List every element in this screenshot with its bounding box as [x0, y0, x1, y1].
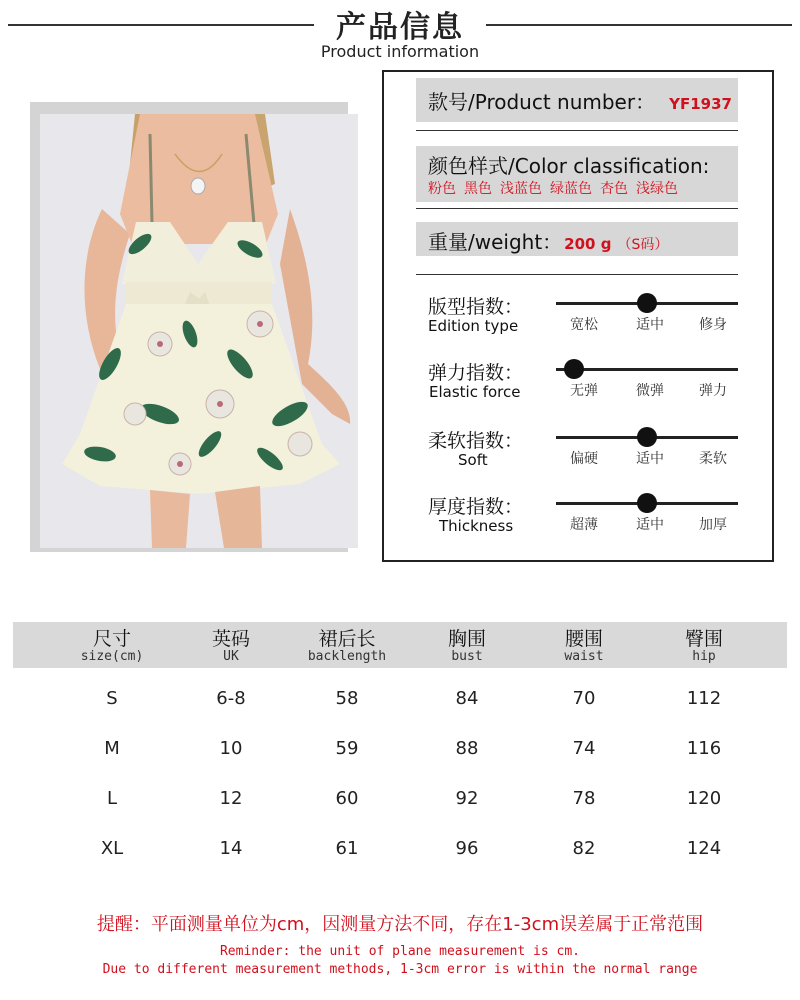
header-subtitle: Product information	[320, 42, 480, 61]
divider	[416, 130, 738, 131]
index-subtitle: Elastic force	[429, 383, 521, 401]
index-option: 适中	[636, 451, 664, 467]
column-header-cn: 腰围	[564, 628, 603, 650]
size-table-column-header	[282, 624, 412, 665]
size-table-column-header	[402, 624, 532, 665]
index-option: 宽松	[570, 317, 598, 333]
size-table-cell: 78	[572, 788, 596, 809]
column-header-en: waist	[564, 649, 604, 664]
size-table-cell: 6-8	[216, 688, 246, 709]
color-option: 绿蓝色	[550, 181, 592, 197]
size-table-cell: 88	[455, 738, 479, 759]
index-option: 超薄	[570, 517, 598, 533]
index-option: 修身	[699, 317, 727, 333]
size-table-cell: 112	[686, 688, 722, 709]
index-option: 偏硬	[570, 451, 598, 467]
color-option: 杏色	[600, 181, 628, 197]
column-header-cn: 尺寸	[92, 628, 131, 650]
size-table-cell: 58	[335, 688, 359, 709]
product-number-value: YF1937	[669, 95, 732, 113]
color-option: 浅绿色	[636, 181, 678, 197]
index-option: 加厚	[699, 517, 727, 533]
size-table-cell: 74	[572, 738, 596, 759]
size-table-column-header	[47, 624, 177, 665]
column-header-cn: 裙后长	[318, 628, 376, 650]
color-classification-label: 颜色样式/Color classification:	[428, 154, 710, 178]
divider	[416, 208, 738, 209]
index-option: 适中	[636, 317, 664, 333]
color-options	[428, 178, 686, 198]
index-title: 柔软指数：	[428, 430, 524, 452]
header-rule-left	[8, 24, 314, 26]
size-table-cell: 61	[335, 838, 359, 859]
weight-label: 重量/weight：	[428, 230, 563, 254]
size-table-column-header	[519, 624, 649, 665]
size-table-cell: 59	[335, 738, 359, 759]
measurement-note-en-line2: Due to different measurement methods, 1-3cm error is within the normal range	[102, 962, 698, 977]
index-option: 柔软	[699, 451, 727, 467]
index-title: 弹力指数：	[428, 362, 524, 384]
color-classification-bar	[416, 146, 738, 202]
product-photo	[40, 114, 358, 548]
index-level-marker	[637, 493, 657, 513]
index-option: 微弹	[636, 383, 664, 399]
size-table-cell: L	[106, 788, 118, 809]
weight-note: （S码）	[617, 237, 669, 253]
index-option: 无弹	[570, 383, 598, 399]
product-number-bar	[416, 78, 738, 122]
header-rule-right	[486, 24, 792, 26]
size-table-cell: 116	[686, 738, 722, 759]
index-option: 弹力	[699, 383, 727, 399]
size-table-cell: 96	[455, 838, 479, 859]
column-header-cn: 胸围	[447, 628, 486, 650]
weight-value: 200 g	[564, 235, 612, 253]
color-option: 黑色	[464, 181, 492, 197]
color-option: 浅蓝色	[500, 181, 542, 197]
product-number-label: 款号/Product number：	[428, 90, 656, 114]
index-subtitle: Thickness	[439, 517, 514, 535]
divider	[416, 274, 738, 275]
size-table-cell: 14	[219, 838, 243, 859]
column-header-en: hip	[692, 649, 716, 664]
size-table-cell: 92	[455, 788, 479, 809]
index-level-marker	[637, 293, 657, 313]
size-table-cell: 10	[219, 738, 243, 759]
color-option: 粉色	[428, 181, 456, 197]
size-table-cell: M	[104, 738, 120, 759]
index-subtitle: Edition type	[428, 317, 519, 335]
size-table-cell: XL	[100, 838, 124, 859]
index-title: 版型指数：	[428, 296, 524, 318]
size-table-cell: 82	[572, 838, 596, 859]
size-table-cell: 124	[686, 838, 722, 859]
weight-bar	[416, 222, 738, 256]
column-header-en: bust	[451, 649, 483, 664]
index-title: 厚度指数：	[428, 496, 524, 518]
index-level-marker	[637, 427, 657, 447]
header-title: 产品信息	[336, 10, 464, 45]
size-table-cell: 12	[219, 788, 243, 809]
size-table-cell: 84	[455, 688, 479, 709]
measurement-note-cn: 提醒：平面测量单位为cm，因测量方法不同，存在1-3cm误差属于正常范围	[96, 914, 704, 935]
size-table-cell: 60	[335, 788, 359, 809]
size-table-column-header	[166, 624, 296, 665]
size-table-cell: S	[106, 688, 118, 709]
index-subtitle: Soft	[458, 451, 488, 469]
size-table-column-header	[639, 624, 769, 665]
index-option: 适中	[636, 517, 664, 533]
size-table-cell: 120	[686, 788, 722, 809]
column-header-en: backlength	[307, 649, 387, 664]
size-table-cell: 70	[572, 688, 596, 709]
column-header-cn: 英码	[211, 628, 250, 650]
column-header-en: UK	[223, 649, 239, 664]
column-header-cn: 臀围	[684, 628, 723, 650]
measurement-note-en-line1: Reminder: the unit of plane measurement is cm.	[219, 944, 581, 959]
column-header-en: size(cm)	[80, 649, 144, 664]
